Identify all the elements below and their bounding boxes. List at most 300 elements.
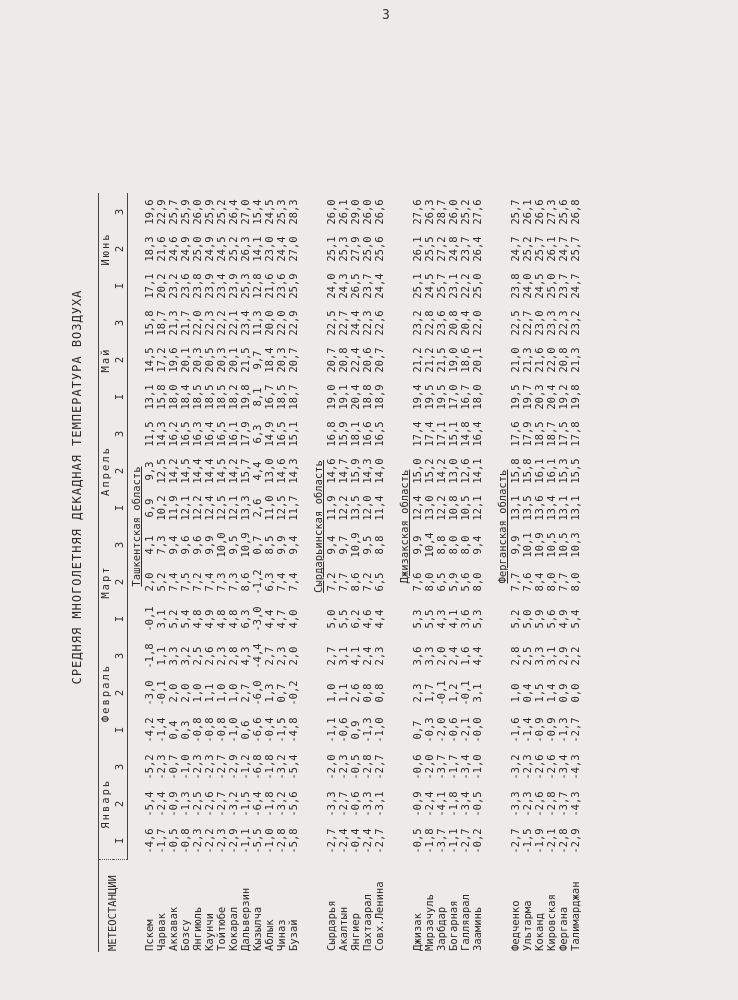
temperature-cell: 14,7 <box>338 458 350 484</box>
temperature-cell: 16,1 <box>546 458 558 484</box>
temperature-cell: 23,0 <box>534 310 546 336</box>
temperature-cell: 14,6 <box>326 458 338 484</box>
temperature-cell: 13,4 <box>546 495 558 521</box>
station-name: Совх.Ленина <box>374 881 386 951</box>
region-row <box>310 194 326 953</box>
temperature-cell: 1,0 <box>192 683 204 703</box>
temperature-cell: 12,0 <box>362 495 374 521</box>
temperature-cell: -6,4 <box>252 791 264 817</box>
temperature-cell: 2,2 <box>570 646 582 666</box>
temperature-cell: 20,8 <box>558 347 570 373</box>
temperature-cell: -2,7 <box>374 828 386 854</box>
temperature-cell: -2,9 <box>570 828 582 854</box>
temperature-cell: 22,4 <box>350 347 362 373</box>
temperature-cell: 18,5 <box>276 384 288 410</box>
temperature-cell: 24,5 <box>216 236 228 262</box>
temperature-cell: 21,3 <box>168 310 180 336</box>
temperature-cell: 9,7 <box>252 350 264 370</box>
temperature-cell: 24,4 <box>374 273 386 299</box>
temperature-cell: 5,9 <box>448 572 460 592</box>
temperature-cell: 0,7 <box>276 683 288 703</box>
table-row <box>362 194 374 953</box>
temperature-cell: 1,4 <box>546 683 558 703</box>
temperature-cell: -2,7 <box>216 754 228 780</box>
temperature-cell: 28,3 <box>288 199 300 225</box>
temperature-cell: 23,4 <box>216 273 228 299</box>
temperature-cell: -0,6 <box>448 717 460 743</box>
table-row <box>412 194 424 953</box>
temperature-cell: 5,2 <box>156 572 168 592</box>
temperature-cell: -1,9 <box>534 828 546 854</box>
temperature-cell: -6,8 <box>252 754 264 780</box>
temperature-cell: 22,3 <box>558 310 570 336</box>
temperature-cell: 1,2 <box>448 683 460 703</box>
temperature-cell: 10,9 <box>240 532 252 558</box>
temperature-cell: -2,3 <box>338 754 350 780</box>
table-row <box>534 194 546 953</box>
temperature-cell: 1,1 <box>204 683 216 703</box>
temperature-cell: -0,9 <box>534 717 546 743</box>
temperature-cell: 12,5 <box>216 495 228 521</box>
temperature-cell: 10,4 <box>424 532 436 558</box>
temperature-cell: 24,7 <box>510 236 522 262</box>
temperature-cell: 19,4 <box>412 384 424 410</box>
page-number: 3 <box>382 8 390 23</box>
temperature-cell: -2,3 <box>192 754 204 780</box>
temperature-cell: 18,5 <box>216 384 228 410</box>
temperature-cell: 3,1 <box>156 609 168 629</box>
table-row <box>216 194 228 953</box>
temperature-cell: 5,0 <box>326 609 338 629</box>
temperature-cell: 23,7 <box>460 236 472 262</box>
spacer-cell <box>386 194 396 953</box>
temperature-cell: 26,3 <box>424 199 436 225</box>
temperature-cell: 16,7 <box>460 384 472 410</box>
temperature-cell: 14,5 <box>180 458 192 484</box>
temperature-cell: 25,0 <box>472 273 484 299</box>
temperature-cell: 4,1 <box>448 609 460 629</box>
decade-header: 3 <box>113 638 128 675</box>
temperature-cell: -3,1 <box>374 791 386 817</box>
temperature-cell: 23,2 <box>412 310 424 336</box>
temperature-cell: 12,1 <box>228 495 240 521</box>
temperature-cell: -5,4 <box>288 754 300 780</box>
temperature-cell: -2,7 <box>570 717 582 743</box>
station-name: Богарная <box>448 900 460 951</box>
temperature-cell: 9,6 <box>192 535 204 555</box>
temperature-cell: 13,0 <box>264 458 276 484</box>
station-header: МЕТЕОСТАНЦИИ <box>99 860 128 953</box>
station-name: Аблык <box>264 919 276 951</box>
temperature-cell: 20,7 <box>326 347 338 373</box>
station-name: Бозсу <box>180 919 192 951</box>
temperature-cell: 19,5 <box>510 384 522 410</box>
temperature-cell: 19,5 <box>436 384 448 410</box>
temperature-cell: 25,6 <box>374 236 386 262</box>
temperature-cell: 15,8 <box>510 458 522 484</box>
temperature-cell: 2,6 <box>204 646 216 666</box>
temperature-cell: 15,1 <box>288 421 300 447</box>
temperature-cell: 2,4 <box>448 646 460 666</box>
station-name: Зааминь <box>472 906 484 951</box>
temperature-cell: -0,4 <box>350 828 362 854</box>
temperature-cell: 2,5 <box>192 646 204 666</box>
table-body <box>128 194 583 953</box>
region-name: Джизакская область <box>399 469 411 584</box>
decade-header: I <box>113 490 128 527</box>
temperature-cell: 4,0 <box>288 609 300 629</box>
temperature-cell: 27,0 <box>240 199 252 225</box>
temperature-cell: 11,3 <box>252 310 264 336</box>
temperature-cell: 22,3 <box>362 310 374 336</box>
temperature-cell: 10,5 <box>558 532 570 558</box>
temperature-cell: 26,6 <box>534 199 546 225</box>
temperature-cell: 10,5 <box>460 495 472 521</box>
temperature-cell: -2,7 <box>374 754 386 780</box>
temperature-cell: -6,6 <box>252 717 264 743</box>
region-spacer <box>310 860 326 953</box>
temperature-cell: 15,8 <box>522 458 534 484</box>
temperature-cell: 20,7 <box>374 347 386 373</box>
temperature-cell: 18,5 <box>192 384 204 410</box>
temperature-cell: -3,4 <box>460 791 472 817</box>
month-header: Январь <box>99 749 114 860</box>
decade-header: 2 <box>113 342 128 379</box>
temperature-cell: 15,2 <box>424 458 436 484</box>
region-spacer <box>396 860 412 953</box>
table-row <box>264 194 276 953</box>
temperature-cell: -3,3 <box>362 791 374 817</box>
temperature-cell: 5,9 <box>534 609 546 629</box>
temperature-cell: 17,6 <box>510 421 522 447</box>
temperature-cell: -2,4 <box>362 828 374 854</box>
temperature-cell: 22,7 <box>522 310 534 336</box>
temperature-cell: 26,8 <box>570 199 582 225</box>
station-name: Пахтаарал <box>362 894 374 951</box>
temperature-cell: 9,5 <box>362 535 374 555</box>
temperature-cell: 23,6 <box>180 273 192 299</box>
temperature-cell: -2,7 <box>460 828 472 854</box>
temperature-cell: 22,2 <box>460 273 472 299</box>
temperature-cell: 0,9 <box>558 683 570 703</box>
temperature-cell: 13,3 <box>240 495 252 521</box>
temperature-cell: -1,1 <box>448 828 460 854</box>
temperature-cell: 13,5 <box>522 495 534 521</box>
temperature-cell: 25,9 <box>204 199 216 225</box>
temperature-cell: -2,1 <box>546 828 558 854</box>
temperature-cell: 12,6 <box>460 458 472 484</box>
temperature-cell: -6,0 <box>252 680 264 706</box>
temperature-cell: -2,2 <box>204 828 216 854</box>
temperature-cell: 11,9 <box>326 495 338 521</box>
temperature-cell: 9,7 <box>338 535 350 555</box>
temperature-cell: 19,8 <box>240 384 252 410</box>
temperature-cell: 19,8 <box>570 384 582 410</box>
temperature-cell: 23,7 <box>362 273 374 299</box>
temperature-cell: 28,7 <box>436 199 448 225</box>
temperature-cell: 26,1 <box>546 236 558 262</box>
temperature-cell: 29,0 <box>350 199 362 225</box>
temperature-cell: 24,0 <box>326 273 338 299</box>
station-name: Каунчи <box>204 913 216 951</box>
temperature-cell: 12,1 <box>472 495 484 521</box>
temperature-cell: 8,1 <box>252 387 264 407</box>
temperature-cell: 2,7 <box>264 646 276 666</box>
temperature-cell: 3,3 <box>424 646 436 666</box>
table-row <box>522 194 534 953</box>
decade-header: 2 <box>113 453 128 490</box>
temperature-cell: -0,6 <box>350 791 362 817</box>
temperature-cell: 2,8 <box>228 646 240 666</box>
table-row <box>460 194 472 953</box>
temperature-cell: 14,2 <box>436 458 448 484</box>
temperature-cell: -2,7 <box>216 791 228 817</box>
table-row <box>510 194 522 953</box>
temperature-cell: -0,2 <box>288 680 300 706</box>
temperature-cell: 0,3 <box>180 720 192 740</box>
temperature-cell: 16,6 <box>362 421 374 447</box>
temperature-cell: 19,7 <box>522 384 534 410</box>
temperature-cell: 15,9 <box>338 421 350 447</box>
temperature-cell: -1,7 <box>156 828 168 854</box>
temperature-cell: 2,0 <box>288 646 300 666</box>
station-name: Бузай <box>288 919 300 951</box>
temperature-cell: 19,2 <box>558 384 570 410</box>
temperature-cell: 24,5 <box>264 199 276 225</box>
table-row <box>180 194 192 953</box>
station-name: Кызылча <box>252 906 264 951</box>
temperature-cell: 18,1 <box>350 421 362 447</box>
temperature-cell: 1,6 <box>460 646 472 666</box>
temperature-cell: -2,8 <box>558 828 570 854</box>
temperature-cell: 17,8 <box>570 421 582 447</box>
temperature-cell: 26,1 <box>338 199 350 225</box>
temperature-cell: 18,3 <box>144 236 156 262</box>
temperature-cell: 12,2 <box>436 495 448 521</box>
table-row <box>156 194 168 953</box>
table-row <box>546 194 558 953</box>
temperature-cell: 4,9 <box>558 609 570 629</box>
temperature-cell: -1,8 <box>264 791 276 817</box>
temperature-cell: -2,3 <box>192 828 204 854</box>
month-header: Апрель <box>99 416 114 527</box>
temperature-cell: 17,1 <box>436 421 448 447</box>
temperature-cell: 24,5 <box>534 273 546 299</box>
temperature-cell: 4,4 <box>472 646 484 666</box>
temperature-cell: 20,8 <box>338 347 350 373</box>
temperature-cell: 19,6 <box>168 347 180 373</box>
temperature-cell: 7,3 <box>216 572 228 592</box>
temperature-cell: 1,0 <box>228 683 240 703</box>
temperature-cell: 16,5 <box>180 421 192 447</box>
temperature-cell: 19,0 <box>448 347 460 373</box>
temperature-cell: 14,1 <box>472 458 484 484</box>
document-title: СРЕДНЯЯ МНОГОЛЕТНЯЯ ДЕКАДНАЯ ТЕМПЕРАТУРА ВОЗДУХА <box>70 289 84 685</box>
temperature-cell: 16,2 <box>168 421 180 447</box>
station-name: Зарбдар <box>436 906 448 951</box>
temperature-cell: -4,4 <box>252 643 264 669</box>
temperature-cell: 24,9 <box>180 236 192 262</box>
spacer-cell <box>484 194 494 953</box>
temperature-cell: 13,1 <box>570 495 582 521</box>
temperature-cell: 5,4 <box>180 609 192 629</box>
table-row <box>558 194 570 953</box>
temperature-cell: 2,6 <box>252 498 264 518</box>
temperature-cell: -2,6 <box>204 791 216 817</box>
temperature-cell: 8,4 <box>534 572 546 592</box>
temperature-cell: 1,7 <box>424 683 436 703</box>
temperature-cell: 14,5 <box>144 347 156 373</box>
temperature-cell: 19,6 <box>144 199 156 225</box>
temperature-cell: 14,9 <box>264 421 276 447</box>
temperature-cell: 25,1 <box>412 273 424 299</box>
temperature-cell: 24,7 <box>570 273 582 299</box>
temperature-cell: 9,9 <box>276 535 288 555</box>
temperature-cell: 2,6 <box>350 683 362 703</box>
temperature-cell: 0,7 <box>252 535 264 555</box>
temperature-cell: 21,2 <box>424 347 436 373</box>
temperature-cell: 16,4 <box>472 421 484 447</box>
temperature-cell: -4,3 <box>570 791 582 817</box>
temperature-cell: -1,5 <box>276 717 288 743</box>
temperature-cell: 24,4 <box>276 236 288 262</box>
spacer-row <box>386 194 396 953</box>
temperature-cell: -3,4 <box>460 754 472 780</box>
temperature-cell: 7,6 <box>522 572 534 592</box>
temperature-cell: 20,8 <box>448 310 460 336</box>
temperature-cell: 22,0 <box>192 310 204 336</box>
temperature-cell: -1,8 <box>424 828 436 854</box>
temperature-cell: 0,0 <box>570 683 582 703</box>
temperature-cell: 0,6 <box>240 720 252 740</box>
temperature-cell: -1,2 <box>240 754 252 780</box>
temperature-cell: 27,9 <box>350 236 362 262</box>
station-name: Сырдарья <box>326 900 338 951</box>
temperature-cell: -0,8 <box>204 717 216 743</box>
temperature-cell: 7,4 <box>204 572 216 592</box>
temperature-cell: 13,1 <box>144 384 156 410</box>
temperature-cell: -1,2 <box>252 569 264 595</box>
temperature-cell: 20,4 <box>460 310 472 336</box>
temperature-cell: 1,3 <box>264 683 276 703</box>
temperature-cell: 11,7 <box>288 495 300 521</box>
temperature-cell: 4,1 <box>350 646 362 666</box>
temperature-cell: 25,7 <box>436 273 448 299</box>
temperature-cell: 23,7 <box>558 273 570 299</box>
temperature-cell: 22,1 <box>228 310 240 336</box>
temperature-cell: 9,4 <box>472 535 484 555</box>
temperature-cell: 18,7 <box>546 421 558 447</box>
temperature-cell: 22,3 <box>204 310 216 336</box>
spacer-row <box>484 194 494 953</box>
table-row <box>424 194 436 953</box>
temperature-cell: -2,6 <box>534 791 546 817</box>
table-row <box>326 194 338 953</box>
temperature-cell: -1,0 <box>472 754 484 780</box>
temperature-cell: 22,0 <box>472 310 484 336</box>
temperature-cell: 9,4 <box>288 535 300 555</box>
temperature-cell: 20,6 <box>362 347 374 373</box>
temperature-cell: 23,1 <box>448 273 460 299</box>
temperature-cell: -3,2 <box>510 754 522 780</box>
station-name: Янгиер <box>350 913 362 951</box>
temperature-cell: 22,0 <box>546 347 558 373</box>
station-name: Галляарал <box>460 894 472 951</box>
temperature-cell: 26,4 <box>228 199 240 225</box>
temperature-cell: 4,8 <box>228 609 240 629</box>
temperature-cell: -1,4 <box>156 717 168 743</box>
temperature-cell: 20,1 <box>472 347 484 373</box>
month-header: Февраль <box>99 638 114 749</box>
temperature-cell: 17,4 <box>424 421 436 447</box>
decade-header: 3 <box>113 305 128 342</box>
temperature-cell: -3,7 <box>436 754 448 780</box>
temperature-cell: 20,3 <box>534 384 546 410</box>
temperature-cell: -2,3 <box>522 754 534 780</box>
decade-header: 2 <box>113 231 128 268</box>
temperature-cell: 23,9 <box>228 273 240 299</box>
temperature-cell: 25,2 <box>216 199 228 225</box>
temperature-cell: 21,0 <box>510 347 522 373</box>
temperature-cell: 7,4 <box>276 572 288 592</box>
temperature-cell: 18,8 <box>362 384 374 410</box>
decade-header: I <box>113 268 128 305</box>
temperature-cell: 1,0 <box>510 683 522 703</box>
temperature-cell: 15,0 <box>412 458 424 484</box>
temperature-cell: 4,7 <box>276 609 288 629</box>
temperature-cell: -3,0 <box>144 680 156 706</box>
temperature-cell: 25,7 <box>534 236 546 262</box>
temperature-cell: 8,6 <box>240 572 252 592</box>
temperature-cell: 2,0 <box>144 572 156 592</box>
temperature-cell: -0,8 <box>180 828 192 854</box>
temperature-cell: -0,2 <box>472 828 484 854</box>
temperature-cell: 17,5 <box>558 421 570 447</box>
temperature-cell: 10,2 <box>156 495 168 521</box>
temperature-cell: -4,3 <box>570 754 582 780</box>
temperature-cell: -3,0 <box>252 606 264 632</box>
temperature-cell: 9,4 <box>326 535 338 555</box>
temperature-cell: 26,6 <box>374 199 386 225</box>
temperature-cell: 2,7 <box>326 646 338 666</box>
station-name: Тойтюбе <box>216 906 228 951</box>
temperature-cell: -1,1 <box>326 717 338 743</box>
temperature-cell: 8,8 <box>436 535 448 555</box>
temperature-cell: 9,6 <box>180 535 192 555</box>
temperature-cell: 14,2 <box>228 458 240 484</box>
temperature-cell: 19,1 <box>338 384 350 410</box>
temperature-cell: -2,3 <box>156 754 168 780</box>
temperature-cell: 20,3 <box>192 347 204 373</box>
temperature-cell: -5,5 <box>252 828 264 854</box>
temperature-cell: 23,0 <box>264 236 276 262</box>
temperature-cell: 15,4 <box>252 199 264 225</box>
temperature-cell: -2,9 <box>228 754 240 780</box>
temperature-cell: -3,3 <box>326 791 338 817</box>
temperature-cell: 8,0 <box>472 572 484 592</box>
temperature-cell: 21,5 <box>436 347 448 373</box>
temperature-cell: 11,0 <box>264 495 276 521</box>
table-row <box>448 194 460 953</box>
temperature-cell: 8,0 <box>460 535 472 555</box>
temperature-cell: -1,0 <box>264 828 276 854</box>
temperature-cell: -2,7 <box>326 828 338 854</box>
station-name: Акалтын <box>338 906 350 951</box>
temperature-cell: 21,6 <box>156 236 168 262</box>
temperature-cell: 21,3 <box>570 347 582 373</box>
temperature-cell: 7,2 <box>326 572 338 592</box>
temperature-cell: 24,5 <box>424 273 436 299</box>
